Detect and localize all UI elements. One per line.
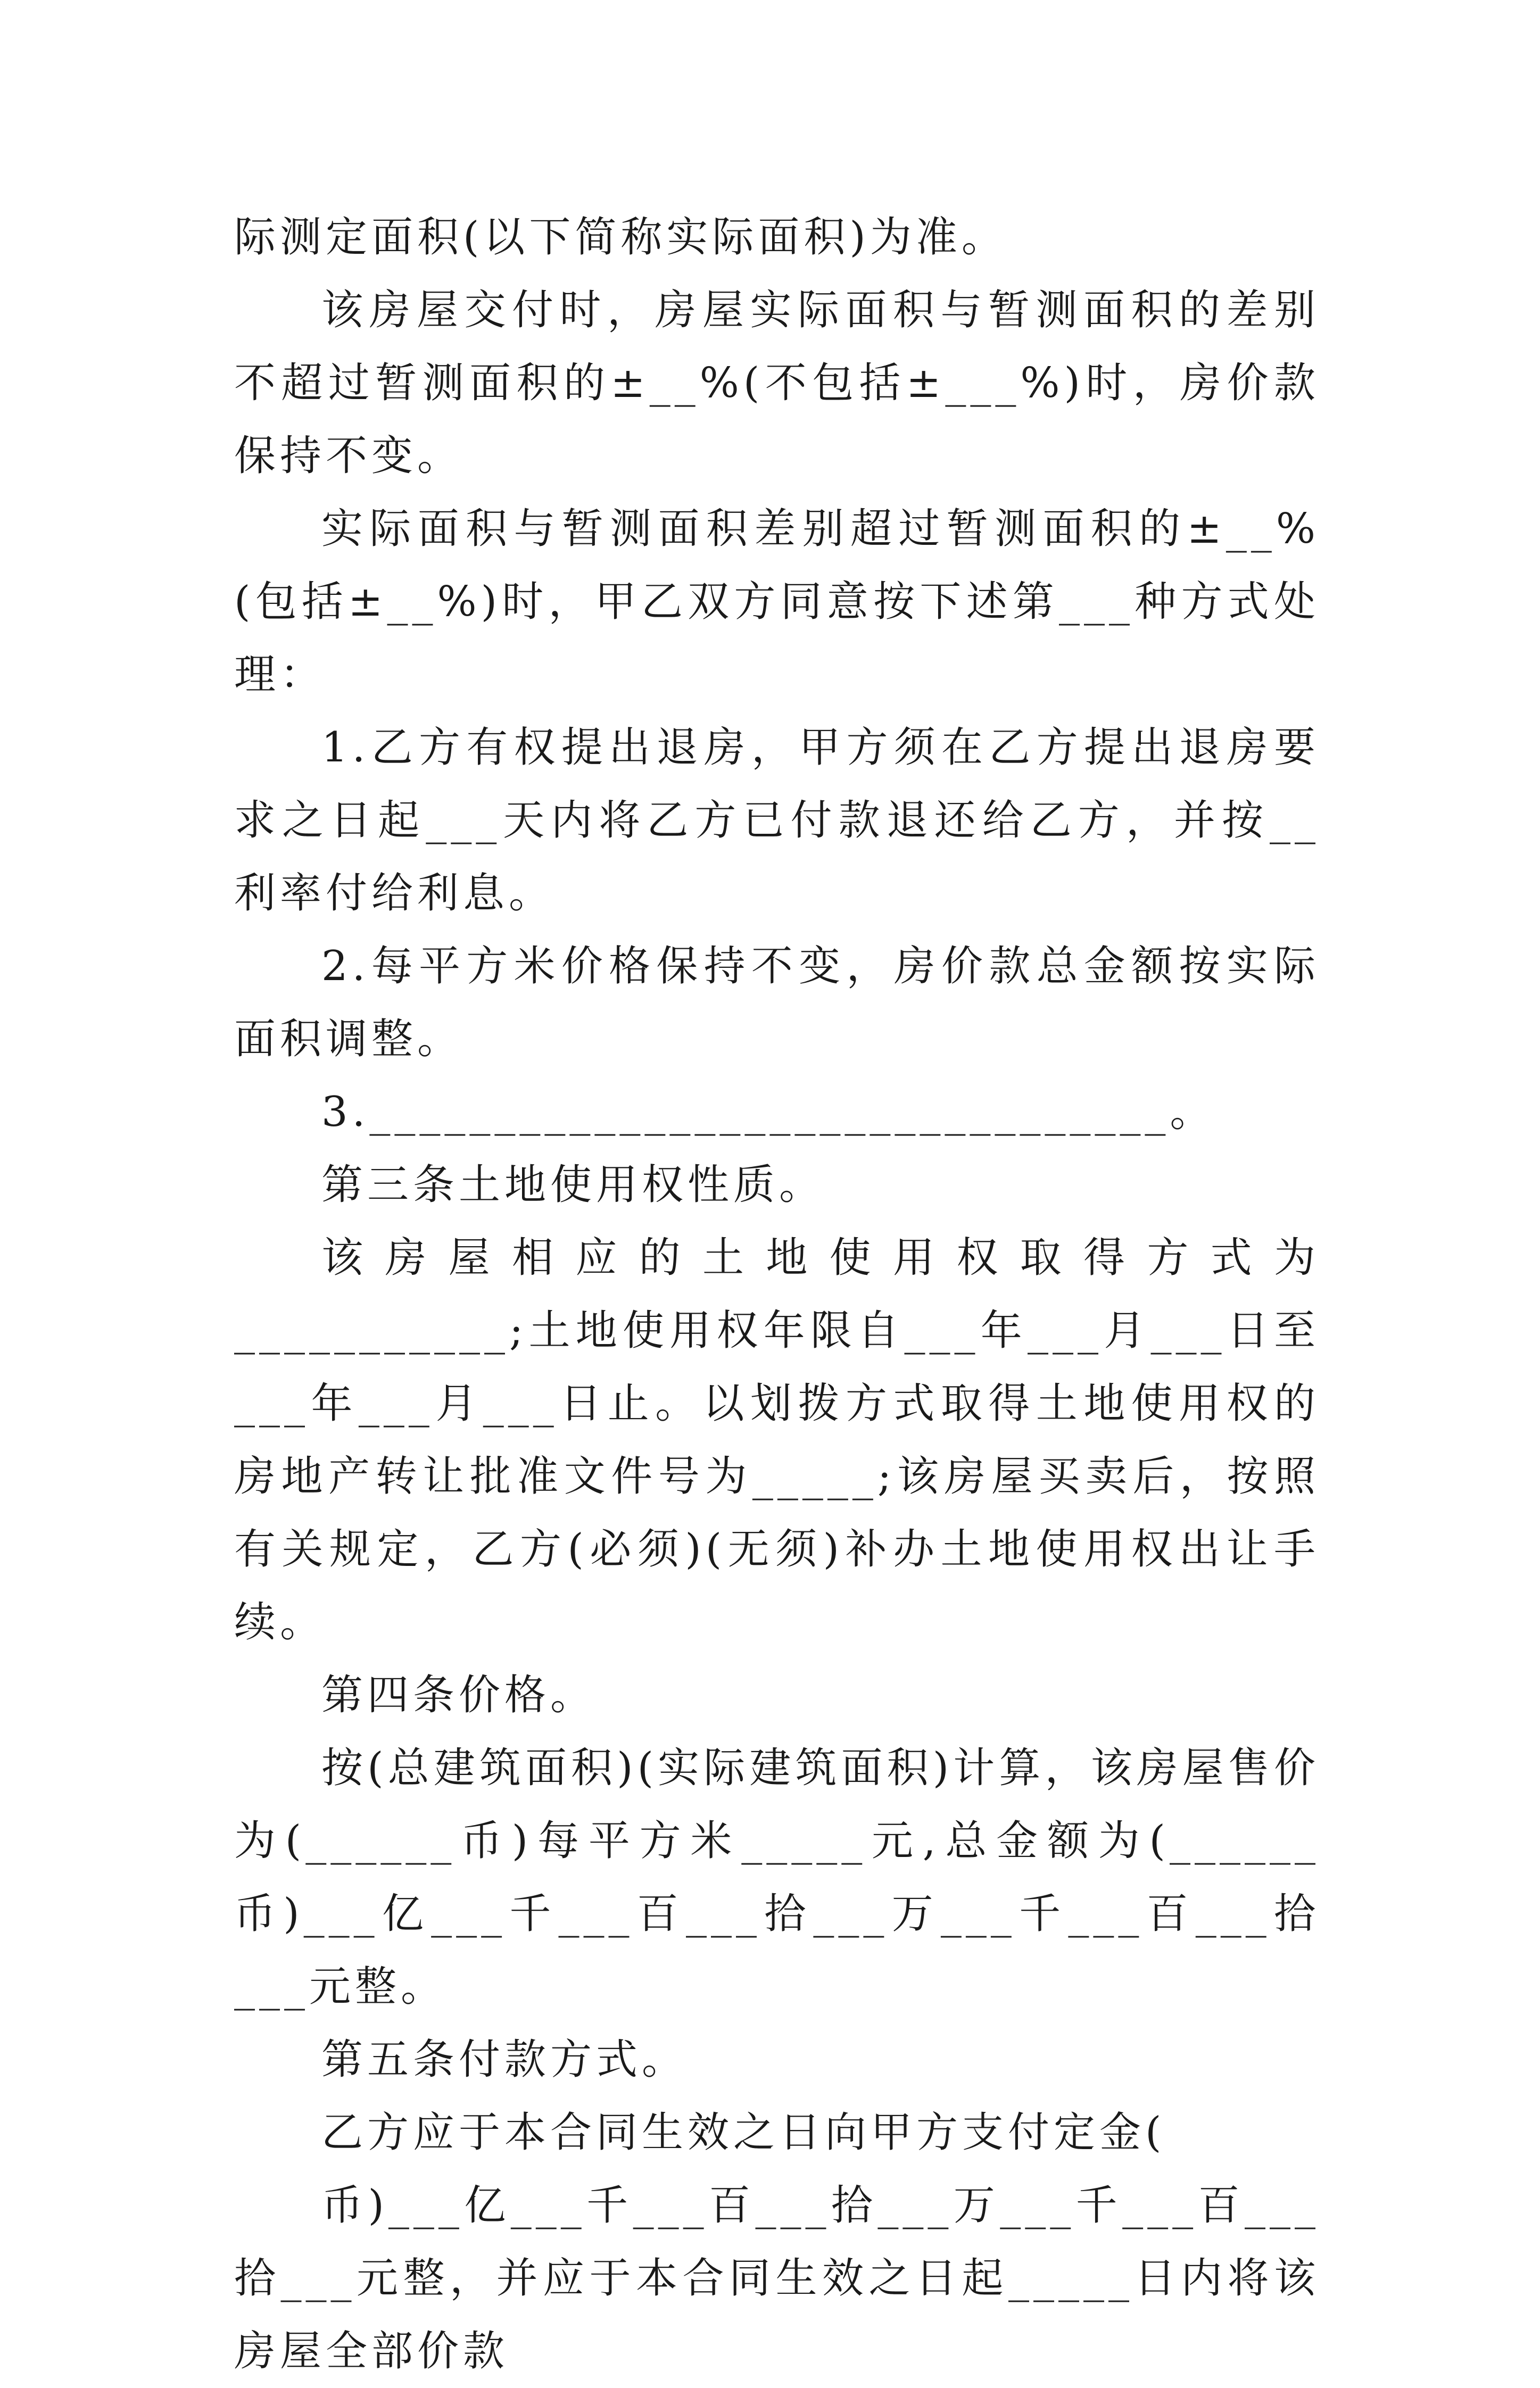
article-5-heading: 第五条付款方式。 — [321, 2036, 688, 2084]
paragraph-land-use-right: 该房屋相应的土地使用权取得方式为___________;土地使用权年限自___年___月___日至___年___月___日止。以划拨方式取得土地使用权的房地产转让批准文件号为_____;该房屋买卖后，按照有关规定，乙方(必须)(无须)补办土地使用权出让手续。 — [234, 1234, 1320, 1646]
option-2-price-adjust: 2.每平方米价格保持不变，房价款总金额按实际面积调整。 — [234, 942, 1320, 1063]
article-4-heading: 第四条价格。 — [321, 1671, 597, 1719]
article-3-heading: 第三条土地使用权性质。 — [321, 1161, 825, 1209]
contract-page-body — [234, 201, 1320, 2388]
paragraph-actual-area-basis: 际测定面积(以下简称实际面积)为准。 — [234, 213, 1007, 261]
option-1-refund: 1.乙方有权提出退房，甲方须在乙方提出退房要求之日起___天内将乙方已付款退还给乙方，并按__利率付给利息。 — [234, 724, 1320, 917]
paragraph-price: 按(总建筑面积)(实际建筑面积)计算，该房屋售价为(______币)每平方米_____元,总金额为(______币)___亿___千___百___拾___万___千___百___拾___元整。 — [234, 1744, 1320, 2011]
paragraph-area-exceeded: 实际面积与暂测面积差别超过暂测面积的±__%(包括±__%)时，甲乙双方同意按下述第___种方式处理： — [234, 505, 1320, 699]
paragraph-deposit-amount: 币)___亿___千___百___拾___万___千___百___拾___元整，并应于本合同生效之日起_____日内将该房屋全部价款 — [234, 2182, 1320, 2375]
option-3-blank: 3.________________________________。 — [321, 1088, 1216, 1136]
paragraph-area-tolerance: 该房屋交付时，房屋实际面积与暂测面积的差别不超过暂测面积的±__%(不包括±___%)时，房价款保持不变。 — [234, 286, 1320, 480]
paragraph-deposit: 乙方应于本合同生效之日向甲方支付定金( — [321, 2109, 1166, 2157]
